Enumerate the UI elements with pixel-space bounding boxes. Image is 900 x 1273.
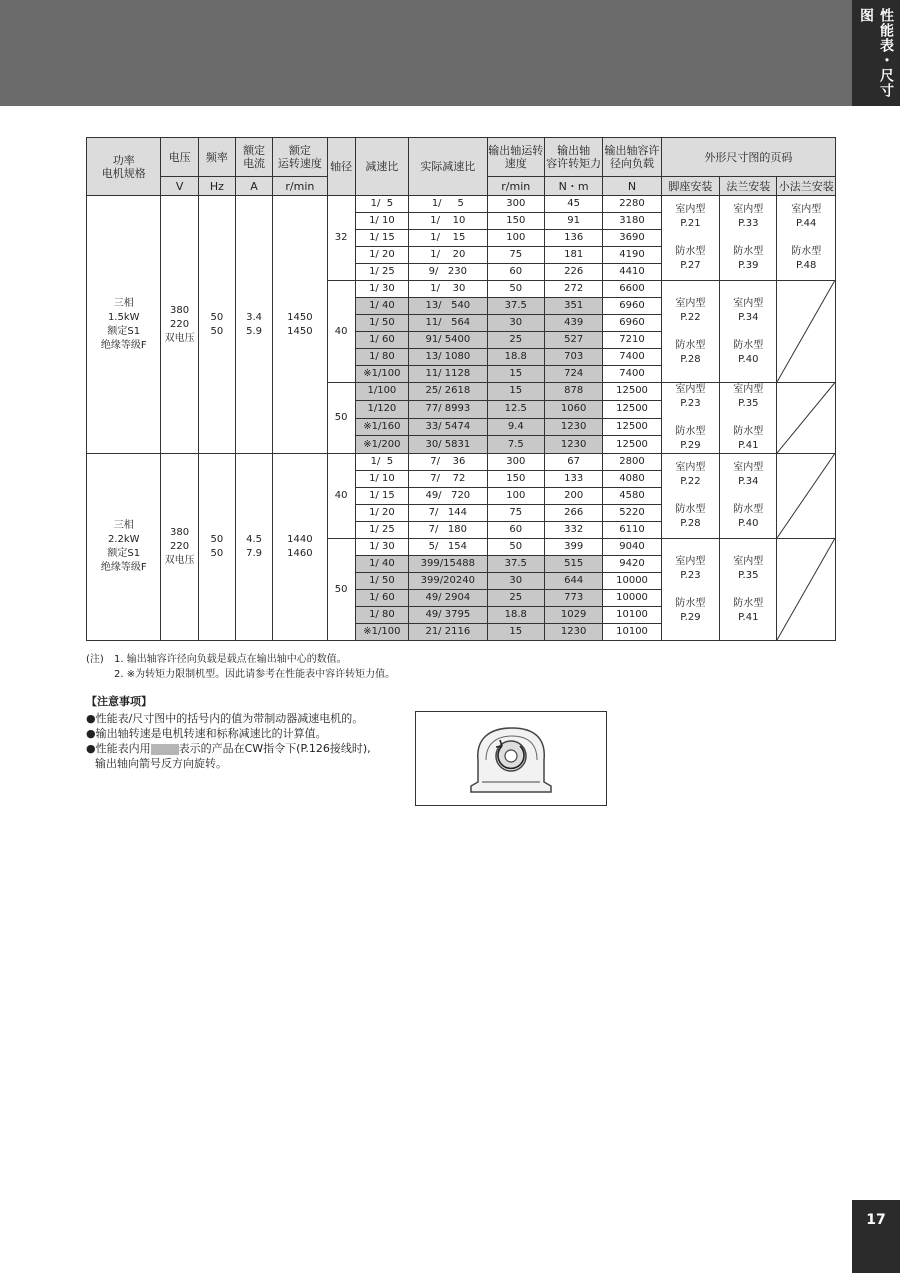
radial-load-cell: 5220 (603, 505, 661, 522)
actual-ratio-cell: 77/ 8993 (409, 400, 488, 418)
voltage-cell: 380 220 双电压 (161, 196, 198, 454)
gray-legend-swatch (151, 744, 179, 755)
flange-page-cell: 室内型 P.35 防水型 P.41 (720, 539, 777, 641)
actual-ratio-cell: 1/ 30 (409, 281, 488, 298)
diagonal-slash-icon (777, 454, 835, 538)
ratio-cell: ※1/100 (355, 366, 408, 383)
motor-spec-cell: 三相 2.2kW 额定S1 绝缘等级F (87, 454, 161, 641)
radial-load-cell: 7400 (603, 349, 661, 366)
caution-item-3 (86, 741, 416, 756)
rated-speed-cell: 1440 1460 (273, 454, 327, 641)
actual-ratio-cell: 1/ 5 (409, 196, 488, 213)
radial-load-cell: 7400 (603, 366, 661, 383)
flange-page-cell: 室内型 P.33 防水型 P.39 (720, 196, 777, 281)
caution-item-3-post: 表示的产品在CW指令下(P.126接线时), (178, 742, 371, 755)
not-available-cell (777, 539, 836, 641)
diagonal-slash-icon (777, 383, 835, 453)
ratio-cell: ※1/100 (355, 624, 408, 641)
caution-item-3-line2: 输出轴向箭号反方向旋转。 (95, 757, 227, 770)
radial-load-cell: 6960 (603, 298, 661, 315)
ratio-cell: 1/ 80 (355, 349, 408, 366)
output-speed-cell: 300 (487, 454, 544, 471)
voltage-cell: 380 220 双电压 (161, 454, 198, 641)
ratio-cell: 1/ 40 (355, 298, 408, 315)
output-speed-cell: 60 (487, 264, 544, 281)
output-speed-cell: 37.5 (487, 556, 544, 573)
output-speed-cell: 15 (487, 383, 544, 401)
output-speed-cell: 60 (487, 522, 544, 539)
actual-ratio-cell: 25/ 2618 (409, 383, 488, 401)
unit-speed: r/min (273, 177, 327, 196)
ratio-cell: 1/ 60 (355, 590, 408, 607)
unit-foot: 脚座安装 (661, 177, 719, 196)
note-1: 1. 输出轴容许径向负载是载点在输出轴中心的数值。 (114, 654, 347, 665)
radial-load-cell: 12500 (603, 383, 661, 401)
radial-load-cell: 10000 (603, 573, 661, 590)
section-tab (852, 0, 900, 106)
actual-ratio-cell: 11/ 1128 (409, 366, 488, 383)
col-out-speed: 输出轴运转 速度 (487, 138, 544, 177)
ratio-cell: 1/ 20 (355, 247, 408, 264)
output-speed-cell: 25 (487, 590, 544, 607)
torque-cell: 399 (544, 539, 602, 556)
torque-cell: 200 (544, 488, 602, 505)
ratio-cell: 1/ 50 (355, 315, 408, 332)
radial-load-cell: 4080 (603, 471, 661, 488)
radial-load-cell: 12500 (603, 400, 661, 418)
output-speed-cell: 18.8 (487, 607, 544, 624)
foot-page-cell: 室内型 P.23 防水型 P.29 (661, 383, 719, 454)
ratio-cell: 1/ 50 (355, 573, 408, 590)
radial-load-cell: 10100 (603, 624, 661, 641)
col-radial: 输出轴容许 径向负载 (603, 138, 661, 177)
output-speed-cell: 30 (487, 315, 544, 332)
unit-current: A (235, 177, 272, 196)
radial-load-cell: 4190 (603, 247, 661, 264)
actual-ratio-cell: 49/ 2904 (409, 590, 488, 607)
ratio-cell: 1/ 80 (355, 607, 408, 624)
torque-cell: 527 (544, 332, 602, 349)
shaft-diameter-cell: 50 (327, 539, 355, 641)
ratio-cell: 1/ 25 (355, 522, 408, 539)
shaft-diameter-cell: 40 (327, 281, 355, 383)
unit-out-speed: r/min (487, 177, 544, 196)
ratio-cell: 1/100 (355, 383, 408, 401)
output-speed-cell: 25 (487, 332, 544, 349)
actual-ratio-cell: 9/ 230 (409, 264, 488, 281)
actual-ratio-cell: 33/ 5474 (409, 418, 488, 436)
notes-label: (注) (86, 654, 104, 665)
output-speed-cell: 100 (487, 230, 544, 247)
col-current: 额定 电流 (235, 138, 272, 177)
col-shaft: 轴径 (327, 138, 355, 196)
flange-page-cell: 室内型 P.35 防水型 P.41 (720, 383, 777, 454)
radial-load-cell: 4410 (603, 264, 661, 281)
torque-cell: 91 (544, 213, 602, 230)
radial-load-cell: 9420 (603, 556, 661, 573)
freq-cell: 50 50 (198, 196, 235, 454)
ratio-cell: 1/ 30 (355, 539, 408, 556)
col-actual-ratio: 实际减速比 (409, 138, 488, 196)
foot-page-cell: 室内型 P.22 防水型 P.28 (661, 281, 719, 383)
section-tab-label: 性能表・尺寸图 (858, 8, 894, 98)
output-speed-cell: 15 (487, 624, 544, 641)
output-speed-cell: 50 (487, 281, 544, 298)
col-spec: 功率 电机规格 (87, 138, 161, 196)
actual-ratio-cell: 30/ 5831 (409, 436, 488, 454)
radial-load-cell: 4580 (603, 488, 661, 505)
note-2: 2. ※为转矩力限制机型。因此请参考在性能表中容许转矩力值。 (114, 669, 396, 680)
radial-load-cell: 6960 (603, 315, 661, 332)
table-row (87, 196, 836, 213)
torque-cell: 703 (544, 349, 602, 366)
caution-item-3-pre: ●性能表内用 (86, 742, 151, 755)
shaft-diameter-cell: 40 (327, 454, 355, 539)
unit-small-flange: 小法兰安装 (777, 177, 836, 196)
caution-title: 【注意事项】 (86, 695, 152, 708)
output-speed-cell: 75 (487, 505, 544, 522)
radial-load-cell: 7210 (603, 332, 661, 349)
not-available-cell (777, 454, 836, 539)
freq-cell: 50 50 (198, 454, 235, 641)
foot-page-cell: 室内型 P.23 防水型 P.29 (661, 539, 719, 641)
rotation-figure (415, 711, 607, 806)
radial-load-cell: 2800 (603, 454, 661, 471)
torque-cell: 439 (544, 315, 602, 332)
output-speed-cell: 150 (487, 213, 544, 230)
radial-load-cell: 10100 (603, 607, 661, 624)
actual-ratio-cell: 7/ 144 (409, 505, 488, 522)
actual-ratio-cell: 399/15488 (409, 556, 488, 573)
output-speed-cell: 30 (487, 573, 544, 590)
actual-ratio-cell: 399/20240 (409, 573, 488, 590)
col-speed: 额定 运转速度 (273, 138, 327, 177)
output-speed-cell: 50 (487, 539, 544, 556)
radial-load-cell: 6110 (603, 522, 661, 539)
output-speed-cell: 9.4 (487, 418, 544, 436)
unit-freq: Hz (198, 177, 235, 196)
foot-page-cell: 室内型 P.22 防水型 P.28 (661, 454, 719, 539)
torque-cell: 724 (544, 366, 602, 383)
output-speed-cell: 18.8 (487, 349, 544, 366)
ratio-cell: 1/ 25 (355, 264, 408, 281)
ratio-cell: ※1/160 (355, 418, 408, 436)
actual-ratio-cell: 1/ 20 (409, 247, 488, 264)
header-bar (0, 0, 852, 106)
torque-cell: 878 (544, 383, 602, 401)
actual-ratio-cell: 13/ 540 (409, 298, 488, 315)
radial-load-cell: 10000 (603, 590, 661, 607)
torque-cell: 773 (544, 590, 602, 607)
actual-ratio-cell: 7/ 36 (409, 454, 488, 471)
torque-cell: 1060 (544, 400, 602, 418)
unit-voltage: V (161, 177, 198, 196)
shaft-diameter-cell: 32 (327, 196, 355, 281)
output-speed-cell: 100 (487, 488, 544, 505)
table-row (87, 454, 836, 471)
torque-cell: 1230 (544, 624, 602, 641)
flange-page-cell: 室内型 P.34 防水型 P.40 (720, 454, 777, 539)
output-speed-cell: 37.5 (487, 298, 544, 315)
output-speed-cell: 7.5 (487, 436, 544, 454)
foot-page-cell: 室内型 P.21 防水型 P.27 (661, 196, 719, 281)
torque-cell: 644 (544, 573, 602, 590)
torque-cell: 1230 (544, 436, 602, 454)
not-available-cell (777, 383, 836, 454)
radial-load-cell: 12500 (603, 418, 661, 436)
page-number: 17 (852, 1200, 900, 1273)
torque-cell: 1230 (544, 418, 602, 436)
output-speed-cell: 75 (487, 247, 544, 264)
output-speed-cell: 150 (487, 471, 544, 488)
torque-cell: 226 (544, 264, 602, 281)
actual-ratio-cell: 91/ 5400 (409, 332, 488, 349)
output-speed-cell: 12.5 (487, 400, 544, 418)
ratio-cell: ※1/200 (355, 436, 408, 454)
radial-load-cell: 2280 (603, 196, 661, 213)
actual-ratio-cell: 5/ 154 (409, 539, 488, 556)
ratio-cell: 1/ 60 (355, 332, 408, 349)
ratio-cell: 1/ 30 (355, 281, 408, 298)
ratio-cell: 1/ 10 (355, 471, 408, 488)
torque-cell: 266 (544, 505, 602, 522)
unit-flange: 法兰安装 (720, 177, 777, 196)
motor-spec-cell: 三相 1.5kW 额定S1 绝缘等级F (87, 196, 161, 454)
small-flange-page-cell: 室内型 P.44 防水型 P.48 (777, 196, 836, 281)
radial-load-cell: 9040 (603, 539, 661, 556)
rated-speed-cell: 1450 1450 (273, 196, 327, 454)
torque-cell: 1029 (544, 607, 602, 624)
ratio-cell: 1/ 10 (355, 213, 408, 230)
actual-ratio-cell: 21/ 2116 (409, 624, 488, 641)
ratio-cell: 1/ 15 (355, 488, 408, 505)
torque-cell: 515 (544, 556, 602, 573)
radial-load-cell: 3180 (603, 213, 661, 230)
gear-motor-rotation-icon (416, 712, 606, 805)
caution-item-2: ●输出轴转速是电机转速和标称减速比的计算值。 (86, 727, 327, 740)
torque-cell: 181 (544, 247, 602, 264)
ratio-cell: 1/ 5 (355, 196, 408, 213)
col-dims: 外形尺寸图的页码 (661, 138, 835, 177)
unit-radial: N (603, 177, 661, 196)
torque-cell: 136 (544, 230, 602, 247)
radial-load-cell: 12500 (603, 436, 661, 454)
torque-cell: 351 (544, 298, 602, 315)
col-voltage: 电压 (161, 138, 198, 177)
actual-ratio-cell: 49/ 3795 (409, 607, 488, 624)
col-ratio: 减速比 (355, 138, 408, 196)
actual-ratio-cell: 7/ 72 (409, 471, 488, 488)
table-body (87, 196, 836, 641)
radial-load-cell: 6600 (603, 281, 661, 298)
actual-ratio-cell: 13/ 1080 (409, 349, 488, 366)
shaft-diameter-cell: 50 (327, 383, 355, 454)
ratio-cell: 1/ 20 (355, 505, 408, 522)
diagonal-slash-icon (777, 281, 835, 382)
actual-ratio-cell: 49/ 720 (409, 488, 488, 505)
col-freq: 频率 (198, 138, 235, 177)
current-cell: 3.4 5.9 (235, 196, 272, 454)
caution-section (86, 694, 416, 771)
radial-load-cell: 3690 (603, 230, 661, 247)
actual-ratio-cell: 1/ 10 (409, 213, 488, 230)
diagonal-slash-icon (777, 539, 835, 640)
col-torque: 输出轴 容许转矩力 (544, 138, 602, 177)
performance-table (86, 137, 836, 641)
actual-ratio-cell: 1/ 15 (409, 230, 488, 247)
flange-page-cell: 室内型 P.34 防水型 P.40 (720, 281, 777, 383)
output-speed-cell: 300 (487, 196, 544, 213)
notes (86, 652, 395, 682)
torque-cell: 67 (544, 454, 602, 471)
output-speed-cell: 15 (487, 366, 544, 383)
actual-ratio-cell: 7/ 180 (409, 522, 488, 539)
ratio-cell: 1/ 40 (355, 556, 408, 573)
torque-cell: 332 (544, 522, 602, 539)
current-cell: 4.5 7.9 (235, 454, 272, 641)
torque-cell: 272 (544, 281, 602, 298)
ratio-cell: 1/ 5 (355, 454, 408, 471)
not-available-cell (777, 281, 836, 383)
caution-item-1: ●性能表/尺寸图中的括号内的值为带制动器减速电机的。 (86, 712, 364, 725)
torque-cell: 45 (544, 196, 602, 213)
unit-torque: N・m (544, 177, 602, 196)
ratio-cell: 1/ 15 (355, 230, 408, 247)
torque-cell: 133 (544, 471, 602, 488)
ratio-cell: 1/120 (355, 400, 408, 418)
actual-ratio-cell: 11/ 564 (409, 315, 488, 332)
